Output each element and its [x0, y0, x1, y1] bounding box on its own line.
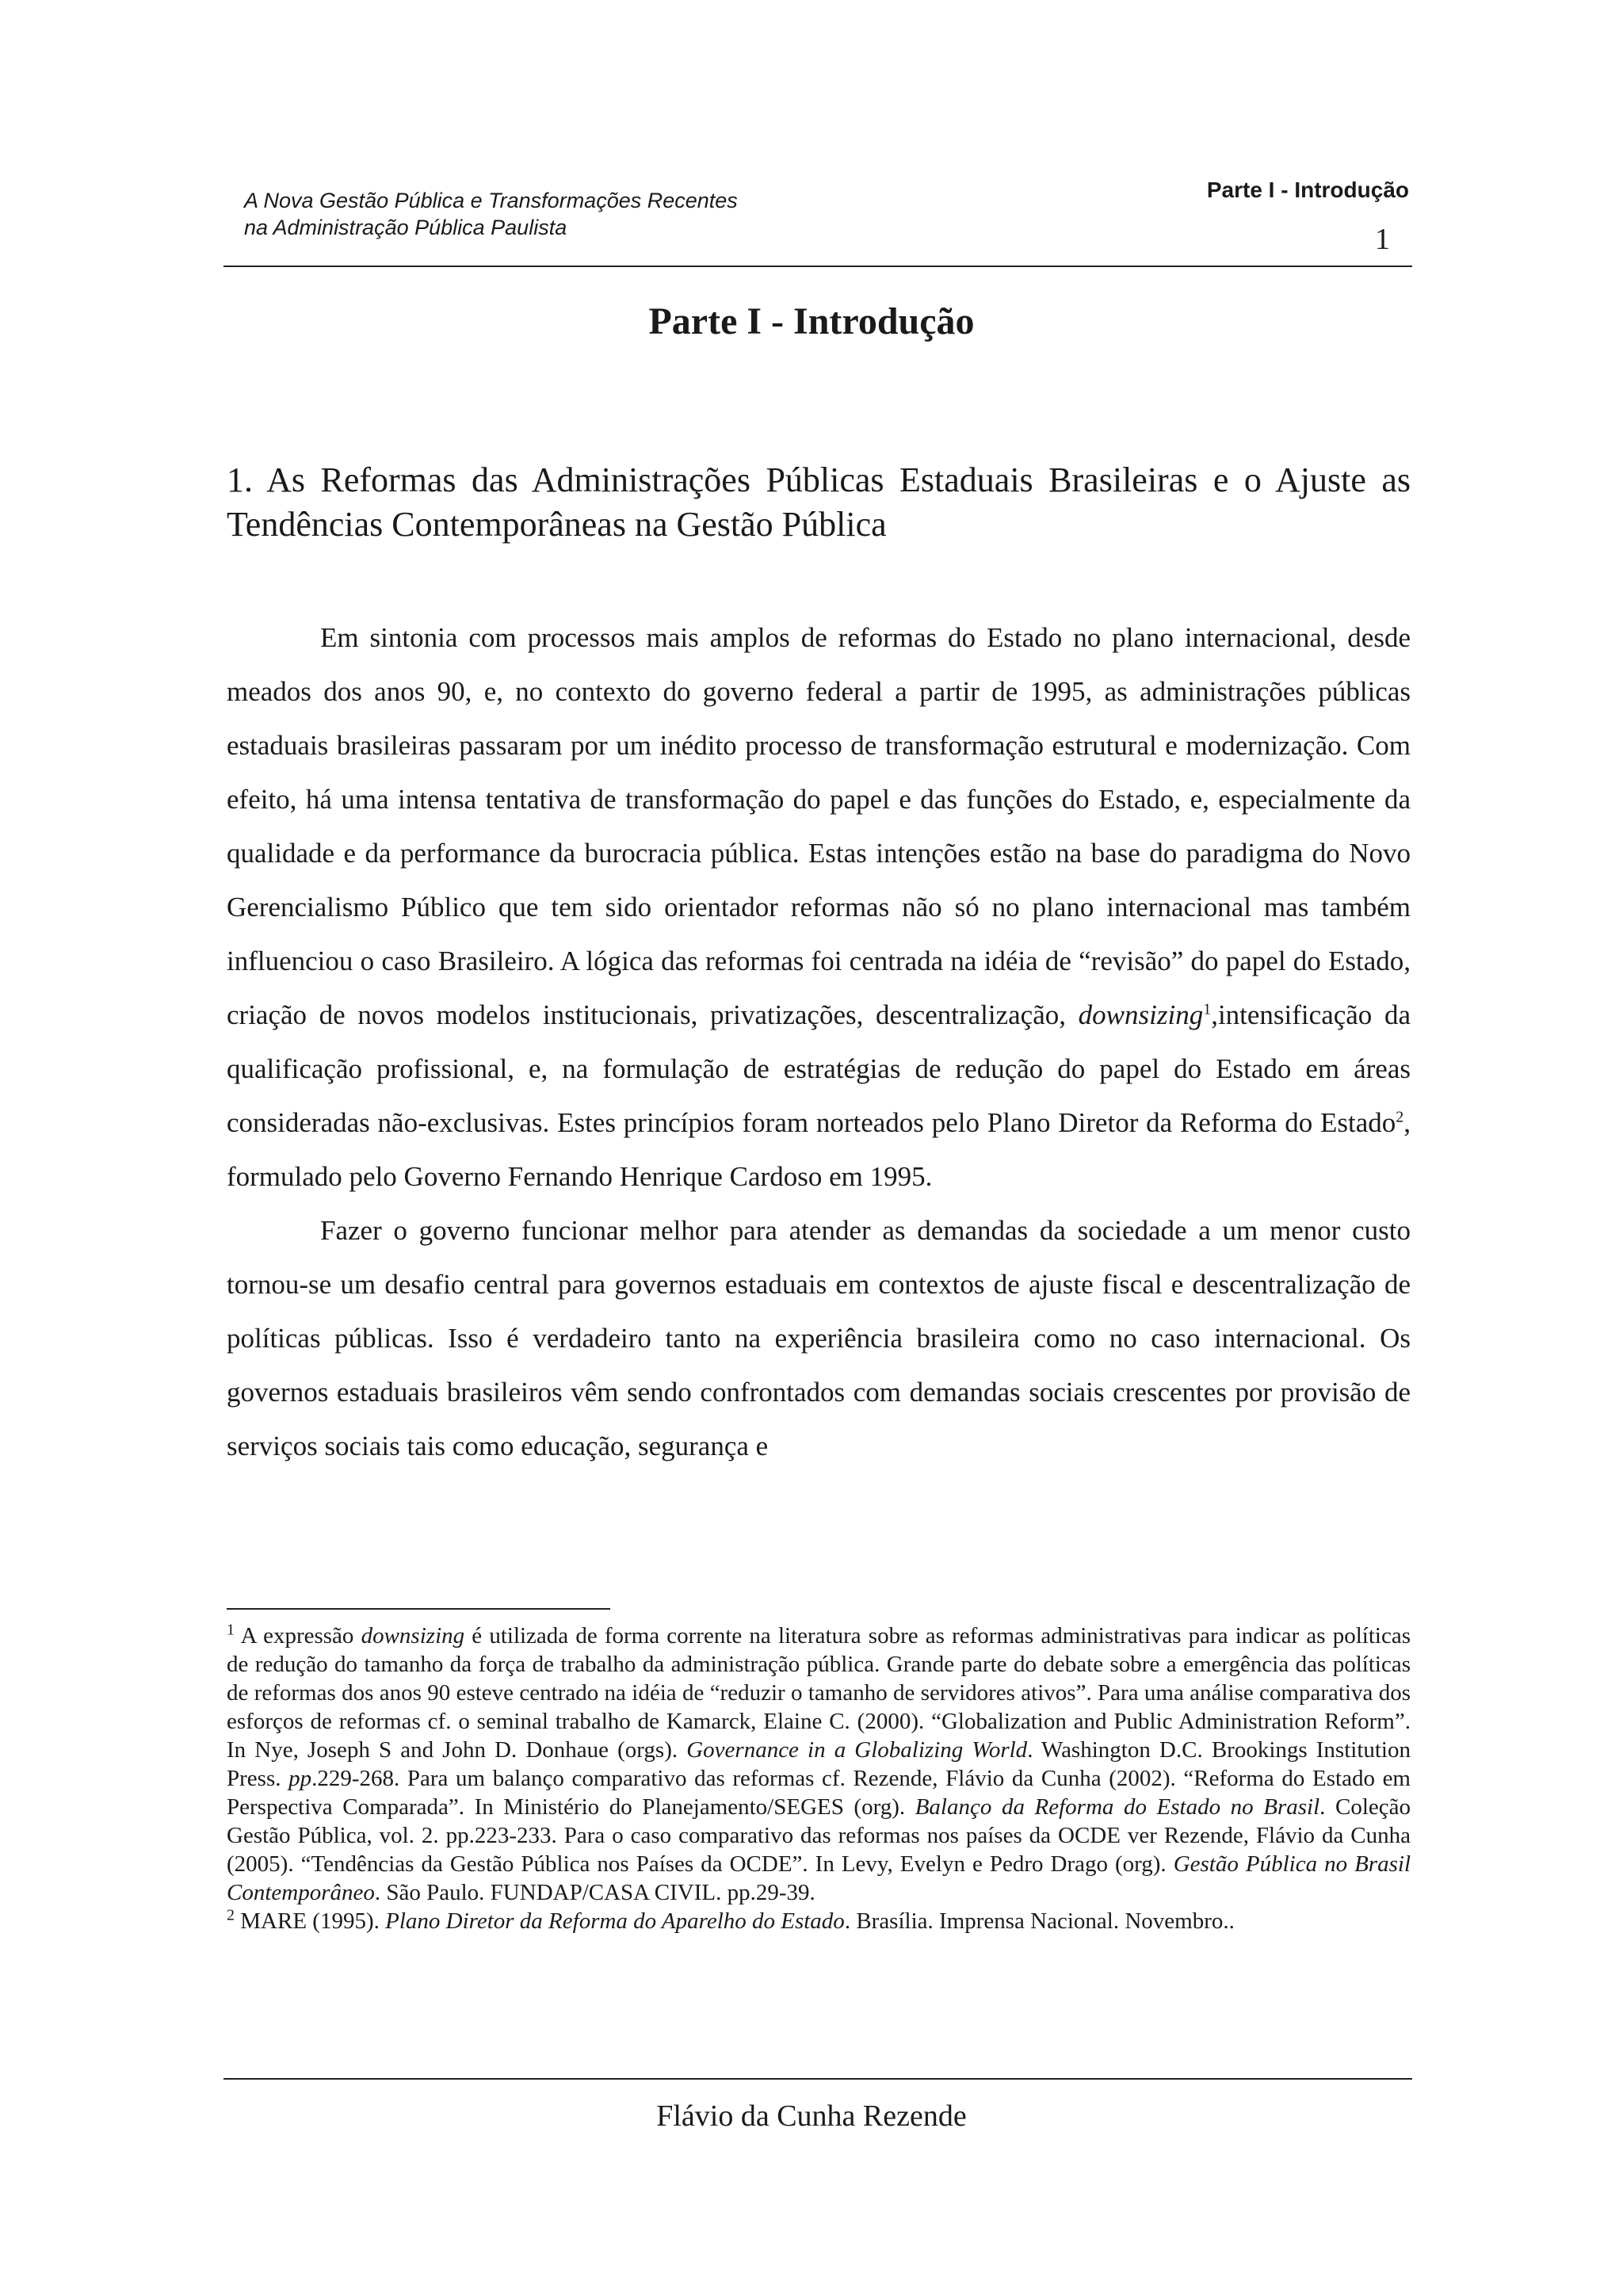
- footnote-1-book-title: Balanço da Reforma do Estado no Brasil: [915, 1794, 1320, 1820]
- header-rule: [223, 266, 1412, 267]
- part-title: Parte I - Introdução: [648, 300, 975, 342]
- paragraph-1-part-2: ,intensificação da qualificação profissional, e, na formulação de estratégias de redução do papel do Estado em áreas consideradas não-exclusivas. Estes princípios foram norteados pelo Plano Diretor da Reforma do Estado: [227, 999, 1411, 1138]
- footnotes: [227, 1622, 1411, 1935]
- body-text: [227, 611, 1411, 1473]
- footnote-2-text: . Brasília. Imprensa Nacional. Novembro..: [844, 1908, 1235, 1934]
- footer-rule: [223, 2078, 1412, 2080]
- footnote-1-number: 1: [227, 1621, 235, 1639]
- footnote-1-text: . Washington D.C. Brookings Institution Press.: [227, 1737, 1411, 1791]
- running-header-section: Parte I - Introdução: [1206, 178, 1409, 202]
- footer-author: Flávio da Cunha Rezende: [656, 2099, 967, 2133]
- footnote-1: [227, 1622, 1411, 1907]
- footnote-2: [227, 1907, 1411, 1935]
- running-header-line-1: A Nova Gestão Pública e Transformações Recentes: [244, 189, 738, 212]
- running-header-line-2: na Administração Pública Paulista: [244, 216, 567, 239]
- footnote-2-text: MARE (1995).: [235, 1908, 386, 1934]
- paragraph-1-part-3: , formulado pelo Governo Fernando Henrique Cardoso em 1995.: [227, 1107, 1411, 1192]
- footnote-ref-1[interactable]: 1: [1203, 1000, 1212, 1018]
- footnote-1-text: . São Paulo. FUNDAP/CASA CIVIL. pp.29-39.: [374, 1880, 815, 1905]
- footnote-ref-2[interactable]: 2: [1396, 1108, 1404, 1126]
- paragraph-1-part-1: Em sintonia com processos mais amplos de reformas do Estado no plano internacional, desde meados dos anos 90, e, no contexto do governo federal a partir de 1995, as administrações públicas estaduais brasileiras passaram por um inédito processo de transformação estrutural e modernização. Com efeito, há uma intensa tentativa de transformação do papel e das funções do Estado, e, especialmente da qualidade e da performance da burocracia pública. Estas intenções estão na base do paradigma do Novo Gerencialismo Público que tem sido orientador reformas não só no plano internacional mas também influenciou o caso Brasileiro. A lógica das reformas foi centrada na idéia de “revisão” do papel do Estado, criação de novos modelos institucionais, privatizações, descentralização,: [227, 622, 1411, 1030]
- footnote-1-book-title: Governance in a Globalizing World: [686, 1737, 1028, 1763]
- paragraph-2: Fazer o governo funcionar melhor para atender as demandas da sociedade a um menor custo tornou-se um desafio central para governos estaduais em contextos de ajuste fiscal e descentralização de políticas públicas. Isso é verdadeiro tanto na experiência brasileira como no caso internacional. Os governos estaduais brasileiros vêm sendo confrontados com demandas sociais crescentes por provisão de serviços sociais tais como educação, segurança e: [227, 1215, 1411, 1461]
- paragraph-1: [227, 611, 1411, 1204]
- footnote-1-pages-abbrev: pp: [288, 1766, 312, 1791]
- footnote-1-text: .229-268. Para um balanço comparativo das reformas cf. Rezende, Flávio da Cunha (2002). “Reforma do Estado em Perspectiva Comparada”. In Ministério do Planejamento/SEGES (org).: [227, 1766, 1411, 1820]
- page-number: 1: [1375, 223, 1390, 256]
- footnote-2-book-title: Plano Diretor da Reforma do Aparelho do Estado: [385, 1908, 845, 1934]
- footnote-1-text: A expressão: [235, 1623, 361, 1648]
- footnote-1-text: é utilizada de forma corrente na literatura sobre as reformas administrativas para indicar as políticas de redução do tamanho da força de trabalho da administração pública. Grande parte do debate sobre a emergência das políticas de reformas dos anos 90 esteve centrado na idéia de “reduzir o tamanho de servidores ativos”. Para uma análise comparativa dos esforços de reformas cf. o seminal trabalho de Kamarck, Elaine C. (2000). “Globalization and Public Administration Reform”. In Nye, Joseph S and John D. Donhaue (orgs).: [227, 1623, 1411, 1763]
- footnote-2-number: 2: [227, 1906, 235, 1924]
- section-title: 1. As Reformas das Administrações Públicas Estaduais Brasileiras e o Ajuste as Tendências Contemporâneas na Gestão Pública: [227, 460, 1411, 544]
- footnote-1-book-title: Gestão Pública no Brasil Contemporâneo: [227, 1851, 1411, 1905]
- footnote-separator: [227, 1608, 610, 1610]
- footnote-1-italic-term: downsizing: [361, 1623, 465, 1648]
- footnote-1-text: . Coleção Gestão Pública, vol. 2. pp.223-233. Para o caso comparativo das reformas nos países da OCDE ver Rezende, Flávio da Cunha (2005). “Tendências da Gestão Pública nos Países da OCDE”. In Levy, Evelyn e Pedro Drago (org).: [227, 1794, 1411, 1877]
- downsizing-term: downsizing: [1078, 999, 1204, 1030]
- running-header-title: [244, 187, 738, 241]
